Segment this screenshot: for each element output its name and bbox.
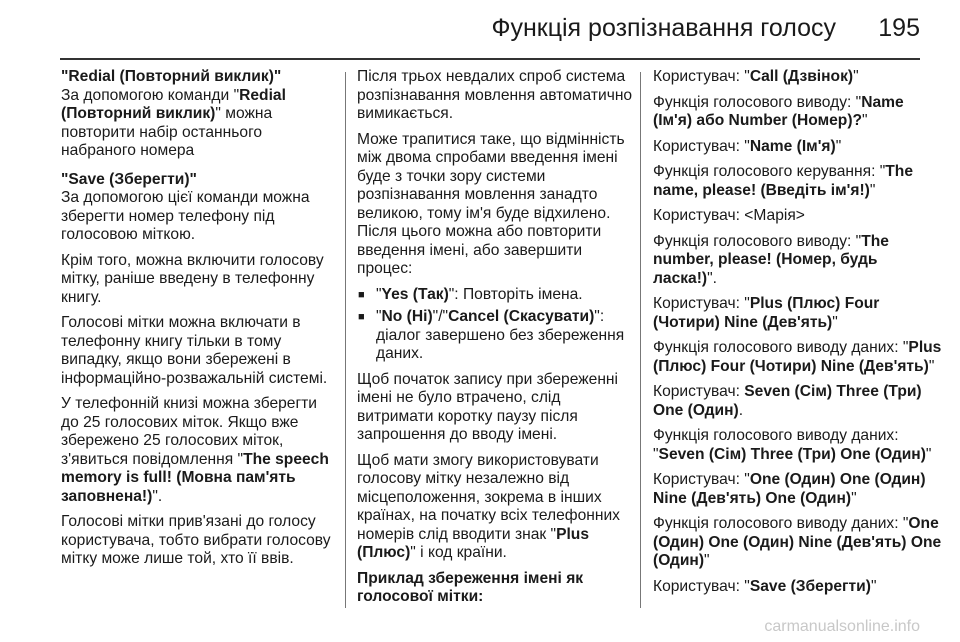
dialog-line: Користувач: "Plus (Плюс) Four (Чотири) Nine (Дев'ять)" [653,295,880,331]
paragraph-mismatch: Може трапитися таке, що відмінність між двома спробами введення імені буде з точки зору системи розпізнавання мовлення занадто великою, тому ім'я буде відхилено. Після цього можна або повторити введення імені, або завершити процес: [357,130,625,277]
dialog-line: Користувач: <Марія> [653,207,805,224]
column-divider [640,72,641,608]
dialog-line: Функція голосового виводу даних: "One (Один) One (Один) Nine (Дев'ять) One (Один)" [653,515,942,569]
page-number: 195 [878,14,920,42]
dialog-line: Користувач: Seven (Сім) Three (Три) One (Один). [653,383,922,419]
paragraph-pause: Щоб початок запису при збереженні імені не було втрачено, слід витримати коротку паузу після запрошення до вводу імені. [357,370,619,443]
dialog-line: Функція голосового виводу: "The number, please! (Номер, будь ласка!)". [653,232,889,287]
paragraph-redial: За допомогою команди "Redial (Повторний виклик)" можна повторити набір останнього набраного номера [61,86,286,159]
paragraph-country-code: Щоб мати змогу використовувати голосову мітку незалежно від місцеположення, зокрема в інших країнах, на початку всіх телефонних номерів слід вводити знак "Plus (Плюс)" і код країни. [357,451,620,561]
dialog-line: Користувач: "Call (Дзвінок)" [653,68,859,85]
paragraph-memory-full: У телефонній книзі можна зберегти до 25 голосових міток. Якщо вже збережено 25 голосових міток, з'явиться повідомлення "The speech memory is full! (Мовна пам'ять заповнена!)". [61,395,329,505]
paragraph-also: Крім того, можна включити голосову мітку, раніше введену в телефонну книгу. [61,251,324,306]
column-right [653,68,943,603]
column-middle [357,68,639,607]
section-heading-redial: "Redial (Повторний виклик)" [61,68,282,85]
column-left [61,68,339,576]
paragraph-user-bound: Голосові мітки прив'язані до голосу користувача, тобто вибрати голосову мітку може лише той, хто її ввів. [61,513,331,567]
dialog-line: Користувач: "Name (Ім'я)" [653,137,842,155]
example-heading: Приклад збереження імені як голосової мітки: [357,569,584,605]
header-title: Функція розпізнавання голосу [491,14,836,42]
paragraph-tags: Голосові мітки можна включати в телефонну книгу тільки в тому випадку, якщо вони збережені в інформаційно-розважальній системі. [61,314,328,387]
watermark: carmanualsonline.info [764,618,920,635]
section-heading-save: "Save (Зберегти)" [61,170,197,188]
dialog-line: Функція голосового виводу даних: "Plus (Плюс) Four (Чотири) Nine (Дев'ять)" [653,339,942,375]
paragraph-attempts: Після трьох невдалих спроб система розпізнавання мовлення автоматично вимикається. [357,68,633,122]
dialog-line: Функція голосового виводу даних: "Seven (Сім) Three (Три) One (Один)" [653,427,932,463]
dialog-line: Функція голосового керування: "The name, please! (Введіть ім'я!)" [653,163,914,199]
header-rule [60,58,920,60]
dialog-line: Користувач: "Save (Зберегти)" [653,577,877,595]
paragraph-save: За допомогою цієї команди можна зберегти номер телефону під голосовою міткою. [61,189,310,243]
dialog-line: Користувач: "One (Один) One (Один) Nine (Дев'ять) One (Один)" [653,471,926,507]
dialog-line: Функція голосового виводу: "Name (Ім'я) або Number (Номер)?" [653,93,904,129]
column-divider [345,72,346,608]
list-item: ■ "No (Ні)"/"Cancel (Скасувати)": діалог завершено без збереження даних. [357,308,639,364]
options-list [357,286,639,364]
list-item: ■ "Yes (Так)": Повторіть імена. [357,286,639,305]
